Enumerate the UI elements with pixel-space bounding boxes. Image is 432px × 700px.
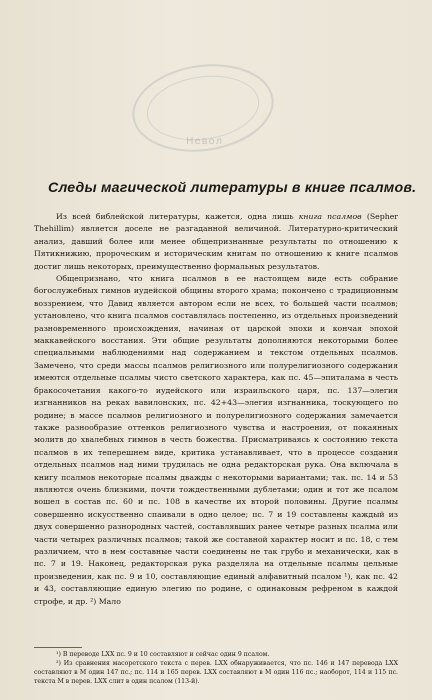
footnote-rule <box>34 647 82 648</box>
stamp-text: Невол <box>186 136 224 147</box>
article-body <box>34 211 398 608</box>
paragraph-2 <box>34 273 398 608</box>
text-run: Общепризнано, что книга псалмов в ее настоящем виде есть собрание богослужебных гимнов иудейской общины второго храма; покончено с традиционным воззрением, что Давид является автором если не всех, то большей части псалмов; установлено, что книга псалмов составлялась постепенно, из отдельных произведений разновременного происхождения, начиная от царской эпохи и кончая эпохой маккавейского восстания. Эти общие результаты дополняются некоторыми более специальными наблюдениями над содержанием и текстом отдельных псалмов. Замечено, что среди массы псалмов религиозного или полурелигиозного содержания имеются отдельные псалмы чисто светского характера, как пс. 45—эпиталама в честь бракосочетания какого-то иудейского или израильского царя, пс. 137—элегия изгнанников на реках вавилонских, пс. 42+43—элегия изгнанника, тоскующего по родине; в массе псалмов религиозного и полурелигиозного содержания замечается также разнообразие оттенков религиозного чувства и настроения, от покаянных молитв до хвалебных гимнов в честь божества. Присматриваясь к состоянию текста псалмов в их теперешнем виде, критика устанавливает, что в процессе создания отдельных псалмов над ними трудилась не одна редакторская рука. Она включала в книгу псалмов некоторые псалмы дважды с некоторыми вариантами; так. пс. 14 и 53 являются очень близкими, почти тождественными дублетами; один и тот же псалом вошел в состав пс. 60 и пс. 108 в качестве их второй половины. Другие псалмы совершенно искусственно спаивали в одно целое; пс. 7 и 19 составлены каждый из двух совершенно разнородных частей, составлявших ранее четыре разных псалма или части четырех различных псалмов; такой же составной характер носит и пс. 18, с тем различием, что в нем составные части соединены не так грубо и механически, как в пс. 7 и 19. Наконец, редакторская рука разделяла на отдельные псалмы цельные произведения, как пс. 9 и 10, составляющие единый алфавитный псалом ¹), как пс. 42 и 43, составляющие единую элегию по родине, с одинаковым рефреном в каждой строфе, и др. ²) Мало <box>34 274 398 606</box>
footnote-2: ²) Из сравнения масоретского текста с перев. LXX обнаруживается, что пс. 146 и 147 перевода LXX составляют в М один 147 пс.; пс. 114 и 165 перев. LXX составляют в М один 116 пс.; наоборот, 114 и 115 пс. текста М в перев. LXX слит в один псалом (113-й). <box>34 659 398 685</box>
page-title: Следы магической литературы в книге псалмов. <box>48 180 417 196</box>
paragraph-1 <box>34 211 398 273</box>
footnotes <box>34 651 398 687</box>
text-run: (Sepher Thehillim) является доселе не разгаданной величиной. Литературно-критический анализ, давший более или менее общепризнанные результаты по отношению к Пятикнижию, пророческим и историческим книгам по отношению к книге псалмов достиг лишь некоторых, преимущественно формальных результатов. <box>34 212 398 271</box>
library-stamp <box>122 48 284 168</box>
text-run-italic: книга псалмов <box>298 212 362 221</box>
text-run: Из всей библейской литературы, кажется, одна лишь <box>56 212 299 221</box>
footnote-1: ¹) В переводе LXX пс. 9 и 10 составляют и сейчас один 9 псалом. <box>56 651 270 658</box>
